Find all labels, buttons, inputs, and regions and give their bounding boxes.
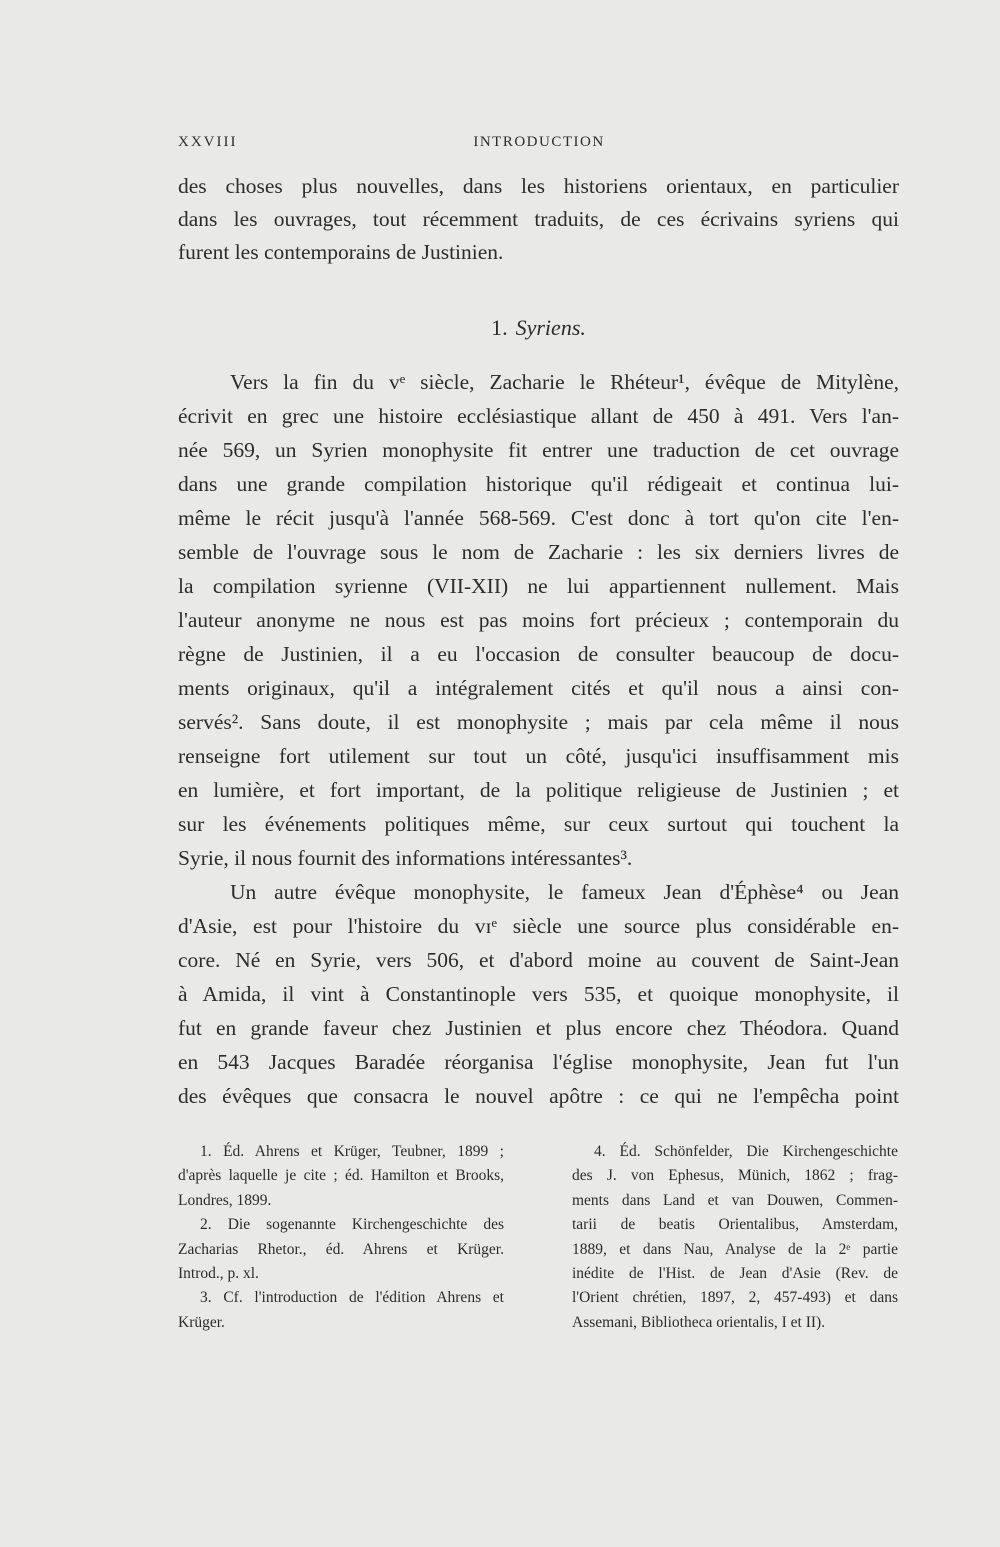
- body-line: des évêques que consacra le nouvel apôtre : ce qui ne l'empêcha point: [178, 1084, 899, 1108]
- body-line: furent les contemporains de Justinien.: [178, 240, 504, 264]
- footnote-line: Introd., p. xl.: [178, 1265, 259, 1283]
- footnote-line: ments dans Land et van Douwen, Commen-: [572, 1191, 898, 1209]
- body-line: dans une grande compilation historique qu'il rédigeait et continua lui-: [178, 472, 899, 496]
- body-line: en 543 Jacques Baradée réorganisa l'église monophysite, Jean fut l'un: [178, 1050, 899, 1074]
- body-line: même le récit jusqu'à l'année 568-569. C'est donc à tort qu'on cite l'en-: [178, 506, 899, 530]
- footnote-line: des J. von Ephesus, Münich, 1862 ; frag-: [572, 1167, 898, 1185]
- body-line: à Amida, il vint à Constantinople vers 535, et quoique monophysite, il: [178, 982, 899, 1006]
- body-line: dans les ouvrages, tout récemment traduits, de ces écrivains syriens qui: [178, 207, 899, 231]
- body-line: la compilation syrienne (VII-XII) ne lui appartiennent nullement. Mais: [178, 574, 899, 598]
- footnote-line: 4. Éd. Schönfelder, Die Kirchengeschichte: [594, 1143, 898, 1160]
- footnote-line: Zacharias Rhetor., éd. Ahrens et Krüger.: [178, 1240, 504, 1258]
- footnote-line: 1. Éd. Ahrens et Krüger, Teubner, 1899 ;: [200, 1143, 504, 1160]
- body-line: Vers la fin du vᵉ siècle, Zacharie le Rhéteur¹, évêque de Mitylène,: [230, 370, 899, 394]
- body-line: renseigne fort utilement sur tout un côté, jusqu'ici insuffisamment mis: [178, 744, 899, 768]
- body-line: écrivit en grec une histoire ecclésiastique allant de 450 à 491. Vers l'an-: [178, 404, 899, 428]
- section-number: 1.: [491, 315, 508, 340]
- footnote-line: Londres, 1899.: [178, 1191, 272, 1209]
- footnote-line: Krüger.: [178, 1313, 225, 1331]
- footnote-line: 2. Die sogenannte Kirchengeschichte des: [200, 1216, 504, 1234]
- footnote-line: d'après laquelle je cite ; éd. Hamilton et Brooks,: [178, 1167, 504, 1185]
- footnotes-left-column: [178, 1140, 504, 1335]
- body-line: née 569, un Syrien monophysite fit entrer une traduction de cet ouvrage: [178, 438, 899, 462]
- page-header: [178, 134, 900, 160]
- footnotes-right-column: [572, 1140, 898, 1335]
- body-line: l'auteur anonyme ne nous est pas moins fort précieux ; contemporain du: [178, 608, 899, 632]
- footnote-line: 3. Cf. l'introduction de l'édition Ahrens et: [200, 1289, 504, 1307]
- page-number: XXVIII: [178, 134, 238, 150]
- body-line: des choses plus nouvelles, dans les historiens orientaux, en particulier: [178, 174, 899, 198]
- body-line: ments originaux, qu'il a intégralement cités et qu'il nous a ainsi con-: [178, 676, 899, 700]
- footnote-line: inédite de l'Hist. de Jean d'Asie (Rev. de: [572, 1265, 898, 1283]
- body-line: règne de Justinien, il a eu l'occasion de consulter beaucoup de docu-: [178, 642, 899, 666]
- footnote-line: tarii de beatis Orientalibus, Amsterdam,: [572, 1216, 898, 1234]
- body-line: d'Asie, est pour l'histoire du vɪᵉ siècle une source plus considérable en-: [178, 914, 899, 938]
- body-line: Un autre évêque monophysite, le fameux Jean d'Éphèse⁴ ou Jean: [230, 880, 899, 904]
- section-title: Syriens.: [515, 315, 586, 340]
- body-line: Syrie, il nous fournit des informations intéressantes³.: [178, 846, 633, 870]
- body-line: core. Né en Syrie, vers 506, et d'abord moine au couvent de Saint-Jean: [178, 948, 899, 972]
- body-line: semble de l'ouvrage sous le nom de Zacharie : les six derniers livres de: [178, 540, 899, 564]
- footnote-line: Assemani, Bibliotheca orientalis, I et II).: [572, 1313, 826, 1331]
- running-title: INTRODUCTION: [473, 134, 605, 150]
- body-line: en lumière, et fort important, de la politique religieuse de Justinien ; et: [178, 778, 899, 802]
- footnote-line: l'Orient chrétien, 1897, 2, 457-493) et dans: [572, 1289, 898, 1307]
- body-line: sur les événements politiques même, sur ceux surtout qui touchent la: [178, 812, 899, 836]
- section-heading: [178, 314, 899, 342]
- footnote-line: 1889, et dans Nau, Analyse de la 2ᵉ partie: [572, 1240, 898, 1258]
- body-line: servés². Sans doute, il est monophysite ; mais par cela même il nous: [178, 710, 899, 734]
- body-line: fut en grande faveur chez Justinien et plus encore chez Théodora. Quand: [178, 1016, 899, 1040]
